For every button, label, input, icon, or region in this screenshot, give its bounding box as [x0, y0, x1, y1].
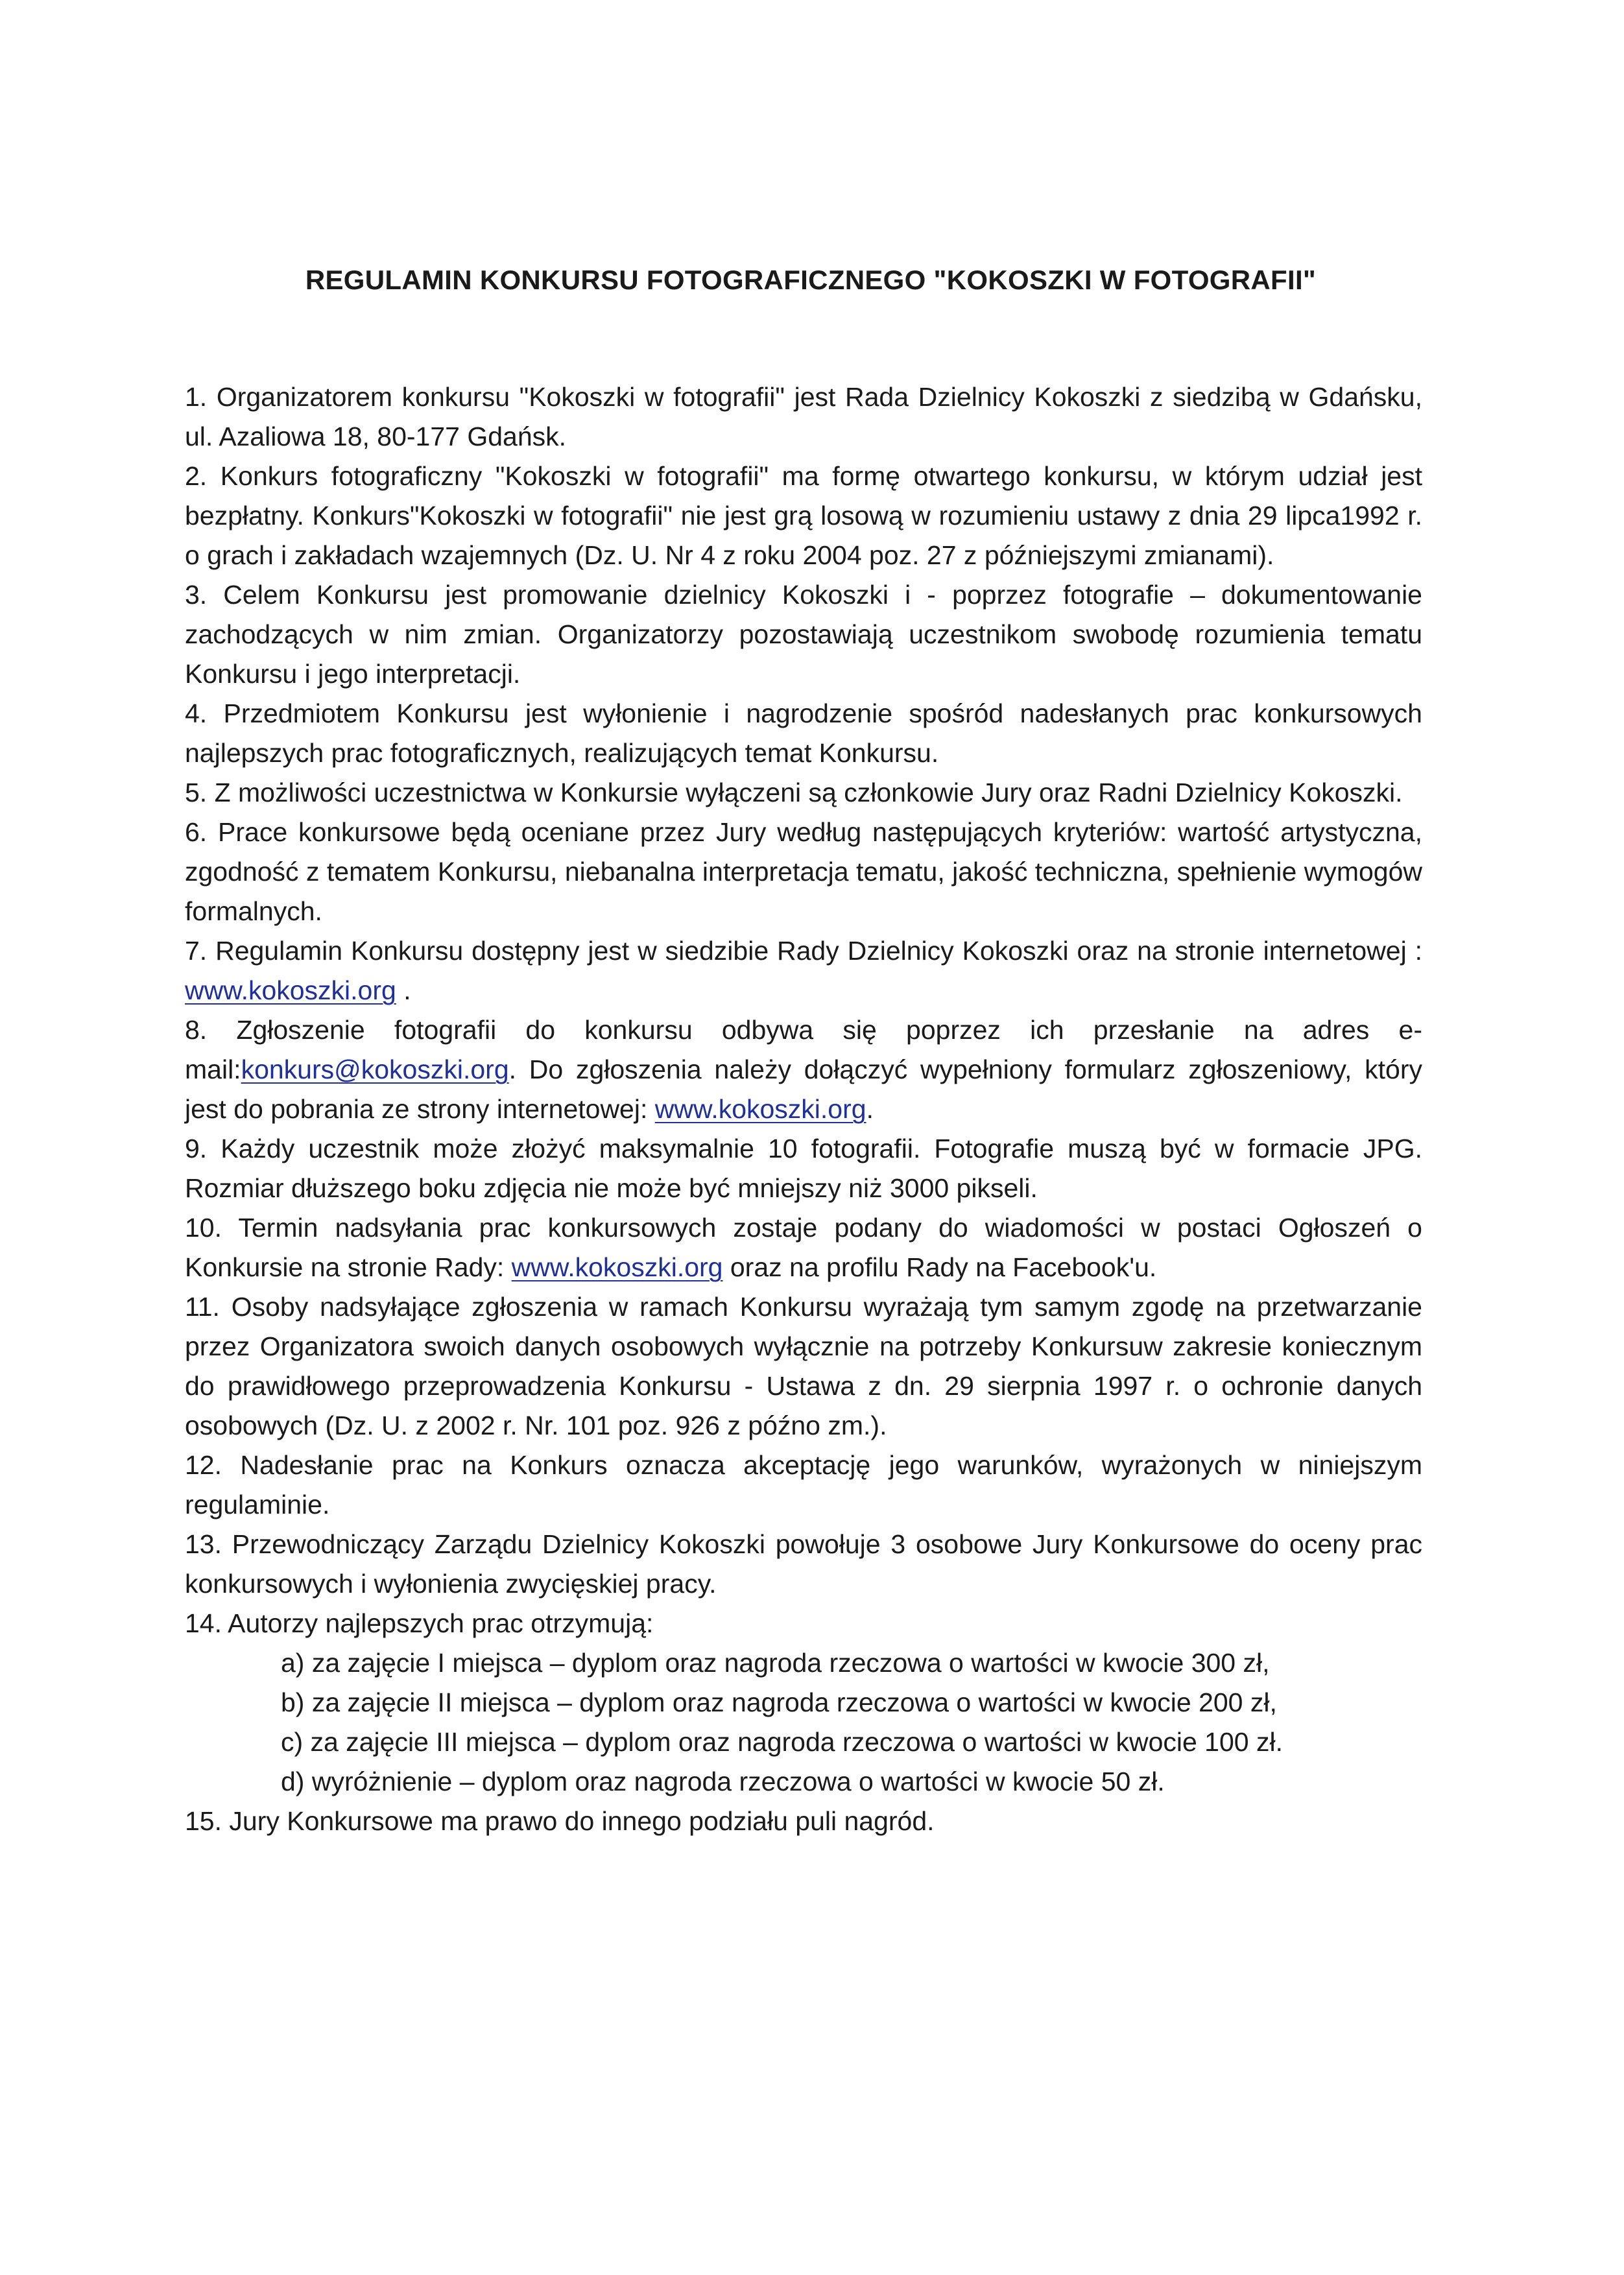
- paragraph-10: [185, 1208, 1422, 1287]
- prize-item-d: d) wyróżnienie – dyplom oraz nagroda rzeczowa o wartości w kwocie 50 zł.: [281, 1767, 1165, 1796]
- paragraph-6: 6. Prace konkursowe będą oceniane przez Jury według następujących kryteriów: wartość artystyczna, zgodność z tematem Konkursu, niebanalna interpretacja tematu, jakość techniczna, spełnienie wymogów formalnych.: [185, 817, 1422, 926]
- website-link[interactable]: www.kokoszki.org: [511, 1252, 723, 1282]
- document-title: REGULAMIN KONKURSU FOTOGRAFICZNEGO "KOKOSZKI W FOTOGRAFII": [305, 265, 1317, 295]
- prize-item-a: a) za zajęcie I miejsca – dyplom oraz nagroda rzeczowa o wartości w kwocie 300 zł,: [281, 1648, 1270, 1678]
- paragraph-10-end: oraz na profilu Rady na Facebook'u.: [722, 1252, 1157, 1282]
- paragraph-11: 11. Osoby nadsyłające zgłoszenia w ramach Konkursu wyrażają tym samym zgodę na przetwarzanie przez Organizatora swoich danych osobowych wyłącznie na potrzeby Konkursuw zakresie koniecznym do prawidłowego przeprowadzenia Konkursu - Ustawa z dn. 29 sierpnia 1997 r. o ochronie danych osobowych (Dz. U. z 2002 r. Nr. 101 poz. 926 z późno zm.).: [185, 1292, 1422, 1440]
- paragraph-8-text: 8. Zgłoszenie fotografii do konkursu odbywa się poprzez ich przesłanie na adres e-mail:: [185, 1015, 1422, 1084]
- paragraph-7: [185, 931, 1422, 1010]
- paragraph-3: 3. Celem Konkursu jest promowanie dzielnicy Kokoszki i - poprzez fotografie – dokumentowanie zachodzących w nim zmian. Organizatorzy pozostawiają uczestnikom swobodę rozumienia tematu Konkursu i jego interpretacji.: [185, 580, 1422, 689]
- paragraph-7-end: .: [396, 975, 411, 1005]
- document-body: [185, 377, 1422, 1841]
- paragraph-15: 15. Jury Konkursowe ma prawo do innego podziału puli nagród.: [185, 1806, 935, 1836]
- paragraph-8-end: .: [866, 1094, 874, 1124]
- paragraph-1: 1. Organizatorem konkursu "Kokoszki w fotografii" jest Rada Dzielnicy Kokoszki z siedzibą w Gdańsku, ul. Azaliowa 18, 80-177 Gdańsk.: [185, 382, 1422, 451]
- website-link[interactable]: www.kokoszki.org: [654, 1094, 866, 1124]
- paragraph-9: 9. Każdy uczestnik może złożyć maksymalnie 10 fotografii. Fotografie muszą być w formacie JPG. Rozmiar dłuższego boku zdjęcia nie może być mniejszy niż 3000 pikseli.: [185, 1134, 1422, 1203]
- paragraph-4: 4. Przedmiotem Konkursu jest wyłonienie i nagrodzenie spośród nadesłanych prac konkursowych najlepszych prac fotograficznych, realizujących temat Konkursu.: [185, 698, 1422, 768]
- paragraph-8-mid: . Do zgłoszenia należy dołączyć wypełniony formularz zgłoszeniowy, który jest do pobrania ze strony internetowej:: [185, 1054, 1422, 1124]
- email-link[interactable]: konkurs@kokoszki.org: [241, 1054, 509, 1084]
- prize-item-c: c) za zajęcie III miejsca – dyplom oraz nagroda rzeczowa o wartości w kwocie 100 zł.: [281, 1727, 1283, 1757]
- paragraph-8: [185, 1010, 1422, 1129]
- paragraph-2: 2. Konkurs fotograficzny "Kokoszki w fotografii" ma formę otwartego konkursu, w którym udział jest bezpłatny. Konkurs"Kokoszki w fotografii" nie jest grą losową w rozumieniu ustawy z dnia 29 lipca1992 r. o grach i zakładach wzajemnych (Dz. U. Nr 4 z roku 2004 poz. 27 z późniejszymi zmianami).: [185, 461, 1422, 570]
- paragraph-5: 5. Z możliwości uczestnictwa w Konkursie wyłączeni są członkowie Jury oraz Radni Dzielnicy Kokoszki.: [185, 778, 1403, 807]
- website-link[interactable]: www.kokoszki.org: [185, 975, 396, 1005]
- paragraph-10-text: 10. Termin nadsyłania prac konkursowych zostaje podany do wiadomości w postaci Ogłoszeń o Konkursie na stronie Rady:: [185, 1213, 1422, 1282]
- paragraph-14: 14. Autorzy najlepszych prac otrzymują:: [185, 1608, 654, 1638]
- paragraph-13: 13. Przewodniczący Zarządu Dzielnicy Kokoszki powołuje 3 osobowe Jury Konkursowe do oceny prac konkursowych i wyłonienia zwycięskiej pracy.: [185, 1529, 1422, 1599]
- prize-item-b: b) za zajęcie II miejsca – dyplom oraz nagroda rzeczowa o wartości w kwocie 200 zł,: [281, 1687, 1277, 1717]
- paragraph-7-text: 7. Regulamin Konkursu dostępny jest w siedzibie Rady Dzielnicy Kokoszki oraz na stronie internetowej :: [185, 936, 1422, 966]
- paragraph-12: 12. Nadesłanie prac na Konkurs oznacza akceptację jego warunków, wyrażonych w niniejszym regulaminie.: [185, 1450, 1422, 1519]
